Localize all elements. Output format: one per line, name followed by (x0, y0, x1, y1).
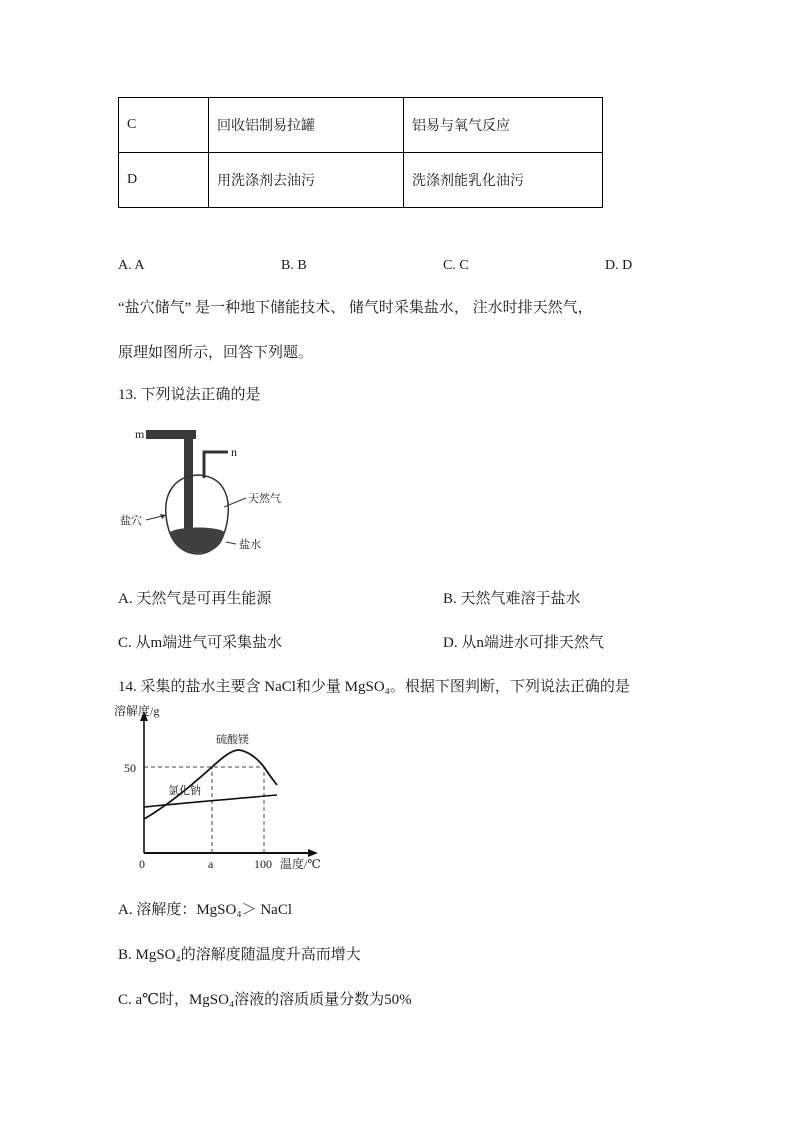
answer-option-b: B. B (281, 258, 307, 273)
x-tick-0: 0 (139, 857, 145, 871)
series-label-nacl: 氯化钠 (168, 785, 201, 797)
y-tick-50: 50 (124, 761, 136, 775)
table-row (119, 98, 603, 153)
x-axis-arrow (308, 849, 318, 857)
x-tick-a: a (208, 857, 214, 871)
q13-option-d: D. 从n端进水可排天然气 (443, 635, 604, 651)
solubility-chart (112, 703, 327, 883)
diagram-label-cavern: 盐穴 (120, 515, 142, 527)
q14-option-c: C. a℃时，MgSO₄溶液的溶质质量分数为50% (118, 992, 412, 1008)
salt-cavern-diagram (118, 420, 298, 572)
table-cell-option-letter: C (119, 98, 209, 153)
choice-table (118, 97, 603, 208)
question-14-stem: 14. 采集的盐水主要含 NaCl和少量 MgSO₄。根据下图判断，下列说法正确的是 (118, 679, 630, 695)
table-cell-action: 用洗涤剂去油污 (209, 153, 404, 208)
brine-leader-line (226, 542, 236, 544)
diagram-label-m: m (135, 427, 145, 441)
q14-option-b: B. MgSO₄的溶解度随温度升高而增大 (118, 947, 361, 963)
curve-mgso4 (144, 750, 277, 819)
diagram-label-brine: 盐水 (239, 539, 261, 551)
brine-region (170, 528, 225, 554)
table-row (119, 153, 603, 208)
answer-option-c: C. C (443, 258, 469, 273)
answer-option-a: A. A (118, 258, 145, 273)
curve-nacl (144, 795, 277, 807)
table-cell-reason: 洗涤剂能乳化油污 (404, 153, 603, 208)
x-tick-100: 100 (254, 857, 272, 871)
q14-option-a: A. 溶解度：MgSO₄＞ NaCl (118, 902, 292, 918)
q13-option-c: C. 从m端进气可采集盐水 (118, 635, 283, 651)
intro-line-1: “盐穴储气” 是一种地下储能技术、 储气时采集盐水， 注水时排天然气， (118, 300, 593, 316)
diagram-label-n: n (231, 445, 237, 459)
q13-option-a: A. 天然气是可再生能源 (118, 591, 272, 607)
pipe-n (204, 452, 228, 478)
table-cell-option-letter: D (119, 153, 209, 208)
table-cell-action: 回收铝制易拉罐 (209, 98, 404, 153)
x-axis-label: 温度/℃ (280, 857, 321, 871)
diagram-label-gas: 天然气 (248, 493, 281, 505)
intro-line-2: 原理如图所示，回答下列题。 (118, 345, 314, 361)
answer-option-d: D. D (605, 258, 633, 273)
series-label-mgso4: 硫酸镁 (216, 734, 249, 746)
y-axis-label: 溶解度/g (114, 704, 160, 718)
q13-option-b: B. 天然气难溶于盐水 (443, 591, 581, 607)
question-13-stem: 13. 下列说法正确的是 (118, 387, 261, 403)
table-cell-reason: 铝易与氧气反应 (404, 98, 603, 153)
